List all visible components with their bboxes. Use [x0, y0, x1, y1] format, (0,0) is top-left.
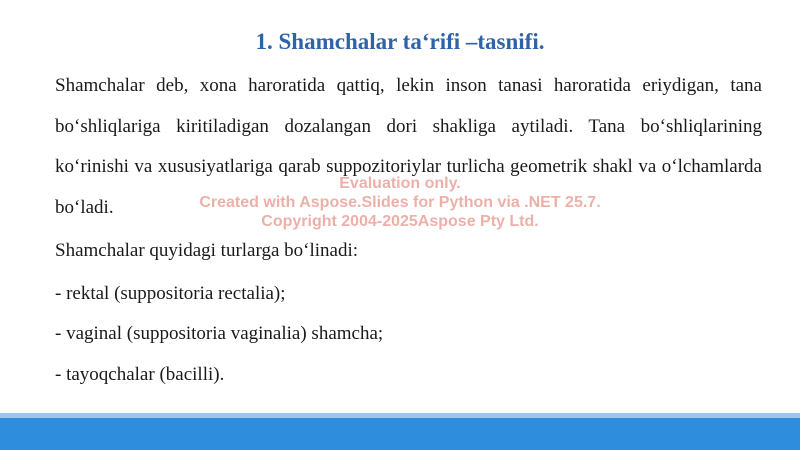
watermark-line-1: Evaluation only. — [339, 175, 461, 192]
list-item-bacilli: - tayoqchalar (bacilli). — [55, 364, 225, 385]
list-item-rectal: - rektal (suppositoria rectalia); — [55, 283, 286, 304]
list-item-vaginal: - vaginal (suppositoria vaginalia) shamcha; — [55, 323, 384, 344]
footer-bar — [0, 418, 800, 450]
types-intro: Shamchalar quyidagi turlarga bo‘linadi: — [55, 240, 359, 261]
slide-title: 1. Shamchalar ta‘rifi –tasnifi. — [255, 29, 545, 54]
watermark-line-2: Created with Aspose.Slides for Python via .NET 25.7. — [199, 194, 601, 211]
definition-paragraph: Shamchalar deb, xona haroratida qattiq, lekin inson tanasi haroratida eriydigan, tana bo‘shliqlariga kiritiladigan dozalangan dori shakliga aytiladi. Tana bo‘shliqlarining ko‘rinishi va xususiyatlariga qarab suppozitoriylar turlicha geometrik shakl va o‘lchamlarda bo‘ladi. — [55, 75, 762, 218]
watermark-line-3: Copyright 2004-2025Aspose Pty Ltd. — [261, 213, 539, 230]
